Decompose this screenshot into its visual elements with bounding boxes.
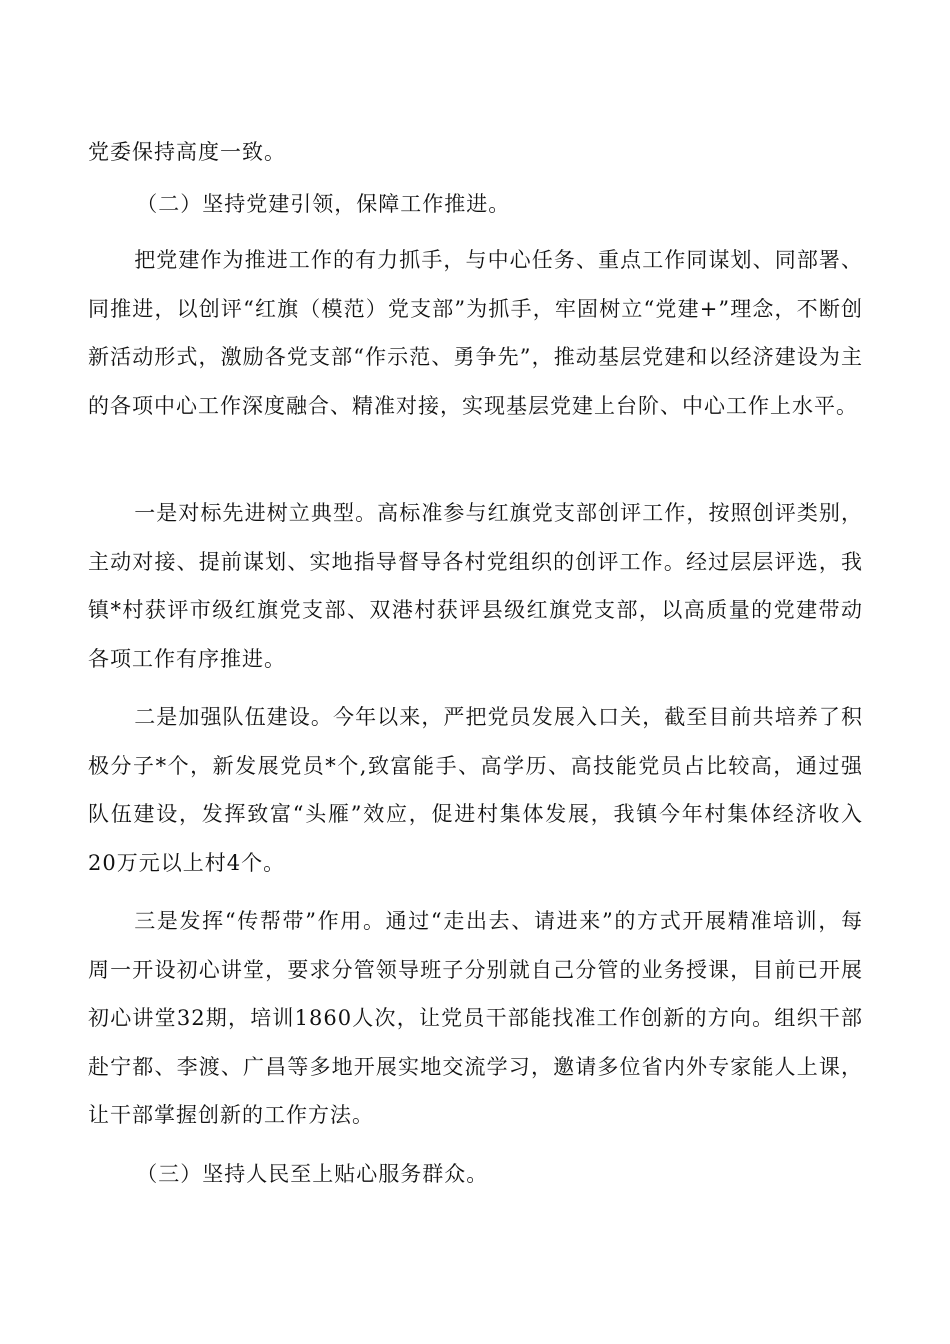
paragraph: 二是加强队伍建设。今年以来，严把党员发展入口关，截至目前共培养了积极分子*个，新发展党员*个,致富能手、高学历、高技能党员占比较高，通过强队伍建设，发挥致富“头雁”效应，促进村集体发展，我镇今年村集体经济收入20万元以上村4个。 xyxy=(88,705,863,875)
section-heading-3 xyxy=(88,1150,863,1199)
paragraph-block-team-building xyxy=(88,693,863,887)
paragraph: 把党建作为推进工作的有力抓手，与中心任务、重点工作同谋划、同部署、同推进，以创评“红旗（模范）党支部”为抓手，牢固树立“党建+”理念，不断创新活动形式，激励各党支部“作示范、勇争先”，推动基层党建和以经济建设为主的各项中心工作深度融合、精准对接，实现基层党建上台阶、中心工作上水平。 xyxy=(88,248,863,418)
section-heading-2 xyxy=(88,153,863,229)
paragraph: 党委保持高度一致。 xyxy=(88,140,286,164)
paragraph: 三是发挥“传帮带”作用。通过“走出去、请进来”的方式开展精准培训，每周一开设初心讲堂，要求分管领导班子分别就自己分管的业务授课，目前已开展初心讲堂32期，培训1860人次，让党员干部能找准工作创新的方向。组织干部赴宁都、李渡、广昌等多地开展实地交流学习，邀请多位省内外专家能人上课，让干部掌握创新的工作方法。 xyxy=(88,909,863,1127)
section-heading: （三）坚持人民至上贴心服务群众。 xyxy=(136,1162,489,1186)
section-heading: （二）坚持党建引领，保障工作推进。 xyxy=(136,192,511,216)
paragraph-block-party-building xyxy=(88,236,863,430)
paragraph: 一是对标先进树立典型。高标准参与红旗党支部创评工作，按照创评类别，主动对接、提前谋划、实地指导督导各村党组织的创评工作。经过层层评选，我镇*村获评市级红旗党支部、双港村获评县级红旗党支部，以高质量的党建带动各项工作有序推进。 xyxy=(88,501,863,671)
paragraph-block-mentoring xyxy=(88,897,863,1140)
paragraph-block-benchmark xyxy=(88,489,863,683)
